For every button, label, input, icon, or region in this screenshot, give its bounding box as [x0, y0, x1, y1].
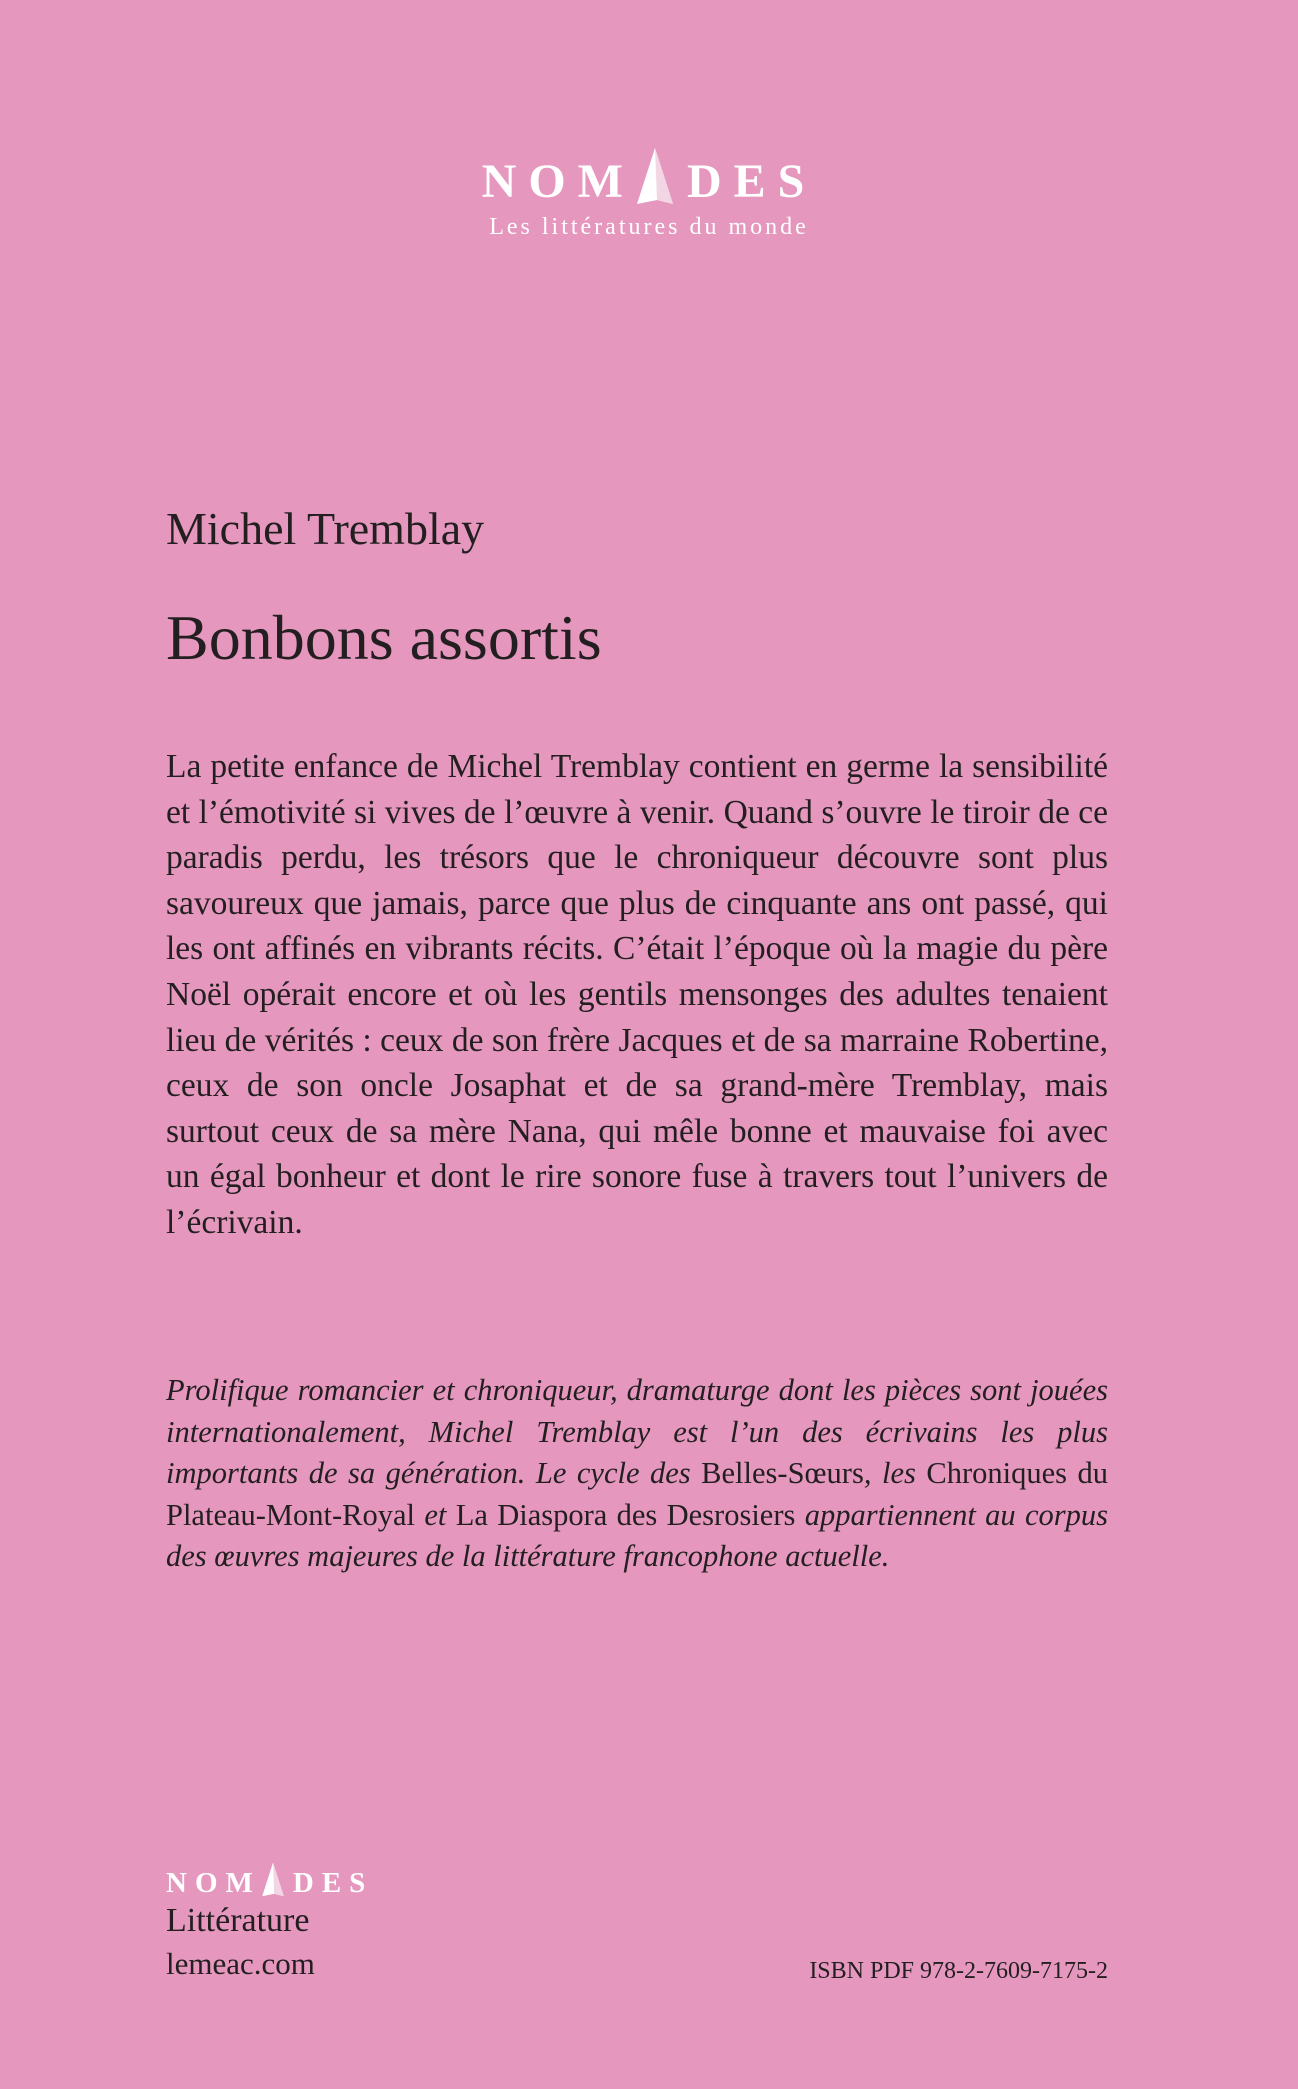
series-logo-wordmark [482, 148, 817, 206]
mountain-peak-icon [261, 1862, 285, 1898]
footer-category: Littérature [166, 1902, 310, 1939]
footer-logo-wordmark [166, 1862, 373, 1898]
footer-logo-letters-right: DES [292, 1867, 374, 1899]
footer-logo-letters-left: NOM [166, 1867, 261, 1899]
bio-text-3: et [415, 1497, 456, 1532]
publisher-website[interactable]: lemeac.com [166, 1946, 315, 1981]
bio-text-1: Prolifique romancier et chroniqueur, dramaturge dont les pièces sont jouées internationalement, Michel Tremblay est l’un des écrivains les plus importants de sa génération. Le cycle des [166, 1373, 1108, 1490]
series-tagline: Les littératures du monde [489, 214, 809, 240]
mountain-peak-icon [635, 148, 675, 206]
logo-letters-right: DES [686, 155, 817, 208]
bio-work-chroniques: Chroniques du Plateau-Mont-Royal [166, 1456, 1108, 1532]
footer-logo [166, 1862, 373, 1898]
logo-letters-left: NOM [481, 155, 635, 208]
author-bio [166, 1370, 1108, 1578]
bio-work-diaspora: La Diaspora des Desrosiers [455, 1497, 796, 1532]
series-logo [0, 148, 1298, 241]
bio-text-4: appartiennent au corpus des œuvres majeures de la littérature francophone actuelle. [166, 1497, 1108, 1573]
bio-work-belles-soeurs: Belles-Sœurs [701, 1456, 864, 1490]
book-title: Bonbons assortis [166, 602, 602, 673]
book-blurb: La petite enfance de Michel Tremblay contient en germe la sensibilité et l’émotivité si vives de l’œuvre à venir. Quand s’ouvre le tiroir de ce paradis perdu, les trésors que le chroniqueur découvre sont plus savoureux que jamais, parce que plus de cinquante ans ont passé, qui les ont affinés en vibrants récits. C’était l’époque où la magie du père Noël opérait encore et où les gentils mensonges des adultes tenaient lieu de vérités : ceux de son frère Jacques et de sa marraine Robertine, ceux de son oncle Josaphat et de sa grand-mère Tremblay, mais surtout ceux de sa mère Nana, qui mêle bonne et mauvaise foi avec un égal bonheur et dont le rire sonore fuse à travers tout l’univers de l’écrivain. [166, 748, 1108, 1241]
isbn: ISBN PDF 978-2-7609-7175-2 [809, 1958, 1108, 1984]
bio-text-2: , les [863, 1456, 927, 1490]
author-name: Michel Tremblay [166, 503, 485, 554]
